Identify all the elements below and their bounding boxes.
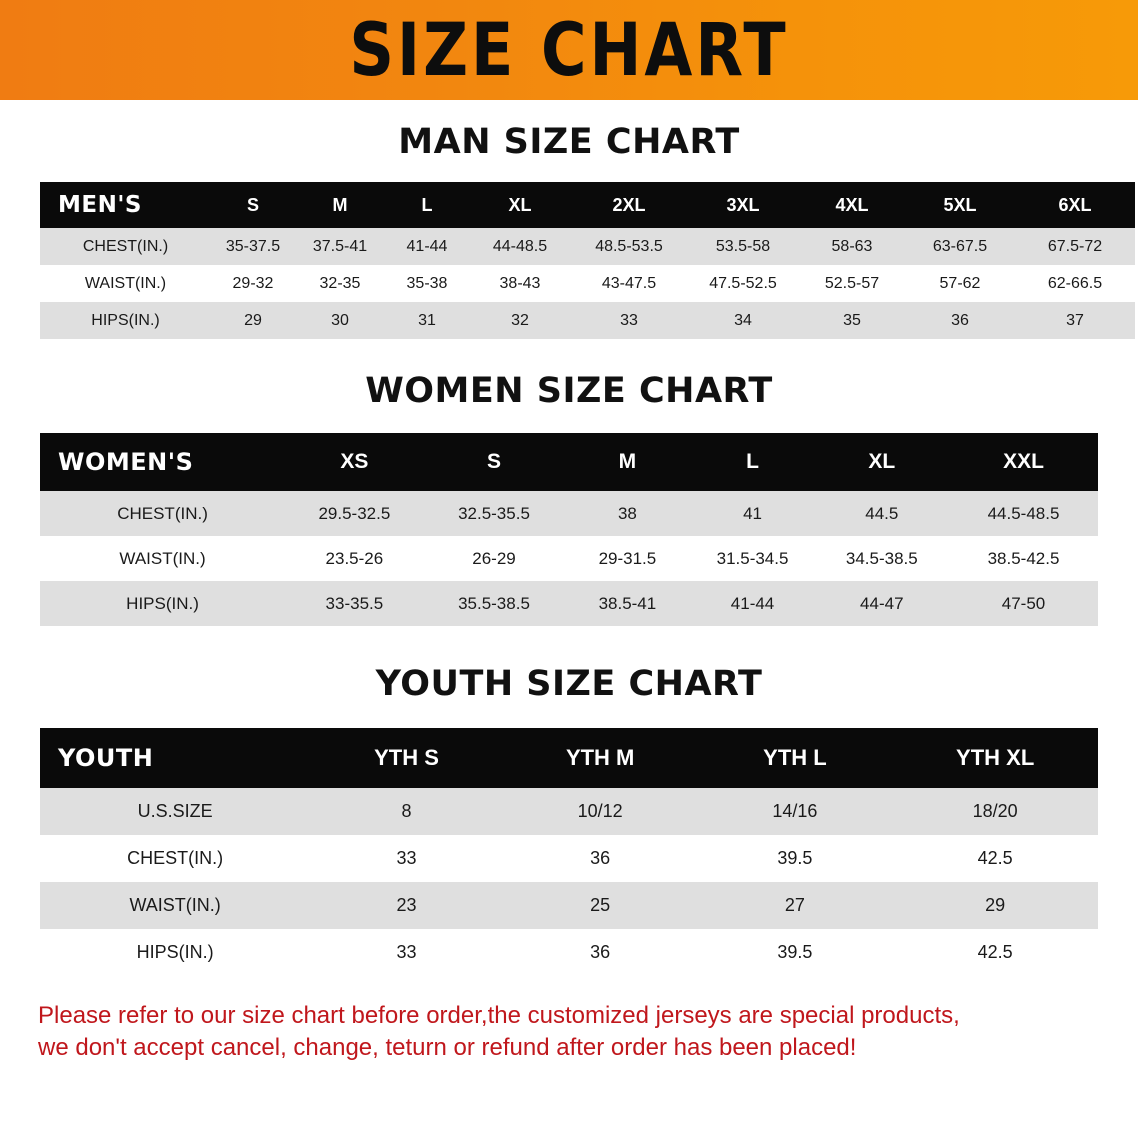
man-section-title: MAN SIZE CHART [398,122,740,162]
header-cell-yth-m: YTH M [565,745,635,770]
cell: 31 [418,311,436,329]
cell: 35.5-38.5 [458,593,530,613]
header-cell-yth-s: YTH S [374,745,439,770]
women-table-wrap [40,433,1098,626]
cell: 37 [1066,311,1084,329]
cell: 33 [396,942,417,962]
table-row [40,788,1098,835]
header-cell-yth-l: YTH L [763,745,827,770]
women-size-table [40,433,1098,626]
youth-table-wrap [40,728,1098,976]
header-cell-s: S [486,450,501,473]
header-cell-label: MEN'S [58,192,142,218]
header-cell-m: M [332,194,348,215]
cell: 58-63 [831,237,873,255]
row-label-us-size: U.S.SIZE [137,801,213,821]
row-label-hips: HIPS(IN.) [136,942,214,962]
cell: 29-32 [232,274,274,292]
cell: 43-47.5 [601,274,657,292]
cell: 25 [590,895,611,915]
cell: 23.5-26 [325,548,384,568]
cell: 41-44 [406,237,448,255]
cell: 48.5-53.5 [595,237,663,255]
cell: 33 [620,311,638,329]
cell: 38 [617,503,637,523]
header-cell-m: M [618,450,637,473]
cell: 8 [401,801,412,821]
cell: 26-29 [472,548,516,568]
cell: 67.5-72 [1047,237,1103,255]
cell: 44.5 [865,503,899,523]
cell: 29 [985,895,1006,915]
cell: 10/12 [577,801,623,821]
page-banner [0,0,1138,100]
cell: 32-35 [319,274,361,292]
cell: 52.5-57 [824,274,880,292]
cell: 14/16 [772,801,818,821]
cell: 36 [590,942,611,962]
cell: 23 [396,895,417,915]
header-cell-label: WOMEN'S [58,448,194,476]
cell: 39.5 [777,942,813,962]
cell: 31.5-34.5 [716,548,789,568]
page-title: SIZE CHART [349,6,789,93]
cell: 36 [590,848,611,868]
table-row [40,581,1098,626]
header-cell-3xl: 3XL [726,194,760,215]
header-cell-l: L [421,194,433,215]
man-table-wrap [40,182,1103,339]
table-row [40,536,1098,581]
cell: 32.5-35.5 [458,503,530,523]
cell: 29.5-32.5 [318,503,391,523]
row-label-chest: CHEST(IN.) [82,237,169,255]
header-cell-6xl: 6XL [1058,194,1092,215]
row-label-waist: WAIST(IN.) [129,895,221,915]
cell: 38.5-42.5 [987,548,1060,568]
row-label-chest: CHEST(IN.) [127,848,224,868]
cell: 38-43 [499,274,541,292]
cell: 42.5 [977,848,1013,868]
cell: 44-47 [860,593,904,613]
cell: 35 [843,311,861,329]
cell: 47-50 [1001,593,1046,613]
row-label-waist: WAIST(IN.) [84,274,167,292]
row-label-chest: CHEST(IN.) [117,503,208,523]
cell: 44.5-48.5 [987,503,1060,523]
cell: 27 [784,895,805,915]
cell: 41 [743,503,762,523]
header-cell-xl: XL [508,194,532,215]
table-header-row [40,728,1098,788]
note-line-2: we don't accept cancel, change, teturn or refund after order has been placed! [38,1033,857,1061]
cell: 33 [396,848,417,868]
header-cell-xs: XS [340,450,369,473]
header-cell-xl: XL [868,450,896,473]
youth-size-table [40,728,1098,976]
table-row [40,835,1098,882]
row-label-waist: WAIST(IN.) [119,548,206,568]
cell: 63-67.5 [932,237,988,255]
cell: 35-37.5 [225,237,281,255]
table-row [40,882,1098,929]
cell: 62-66.5 [1047,274,1103,292]
cell: 35-38 [406,274,448,292]
cell: 37.5-41 [312,237,368,255]
cell: 33-35.5 [325,593,384,613]
table-row [40,929,1098,976]
cell: 36 [951,311,969,329]
man-size-table [40,182,1135,339]
cell: 38.5-41 [598,593,657,613]
cell: 47.5-52.5 [709,274,777,292]
cell: 39.5 [777,848,813,868]
youth-section-title: YOUTH SIZE CHART [375,664,763,704]
header-cell-xxl: XXL [1003,450,1044,473]
header-cell-s: S [246,194,259,215]
cell: 32 [511,311,529,329]
table-header-row [40,182,1135,228]
cell: 30 [331,311,349,329]
table-row [40,302,1135,339]
women-section-title: WOMEN SIZE CHART [365,371,773,411]
table-row [40,265,1135,302]
cell: 34.5-38.5 [845,548,918,568]
cell: 34 [734,311,752,329]
header-cell-l: L [746,450,759,473]
table-row [40,491,1098,536]
cell: 42.5 [977,942,1013,962]
header-cell-2xl: 2XL [612,194,646,215]
header-cell-5xl: 5XL [943,194,977,215]
cell: 57-62 [939,274,981,292]
cell: 18/20 [972,801,1018,821]
row-label-hips: HIPS(IN.) [126,593,199,613]
table-header-row [40,433,1098,491]
cell: 29 [244,311,262,329]
header-cell-4xl: 4XL [835,194,869,215]
header-cell-label: YOUTH [58,744,154,772]
cell: 29-31.5 [598,548,657,568]
table-row [40,228,1135,265]
row-label-hips: HIPS(IN.) [91,311,160,329]
cell: 41-44 [730,593,775,613]
return-policy-note [38,1000,1100,1063]
header-cell-yth-xl: YTH XL [956,745,1035,770]
note-line-1: Please refer to our size chart before order,the customized jerseys are special products, [38,1002,960,1029]
cell: 53.5-58 [715,237,771,255]
cell: 44-48.5 [492,237,548,255]
